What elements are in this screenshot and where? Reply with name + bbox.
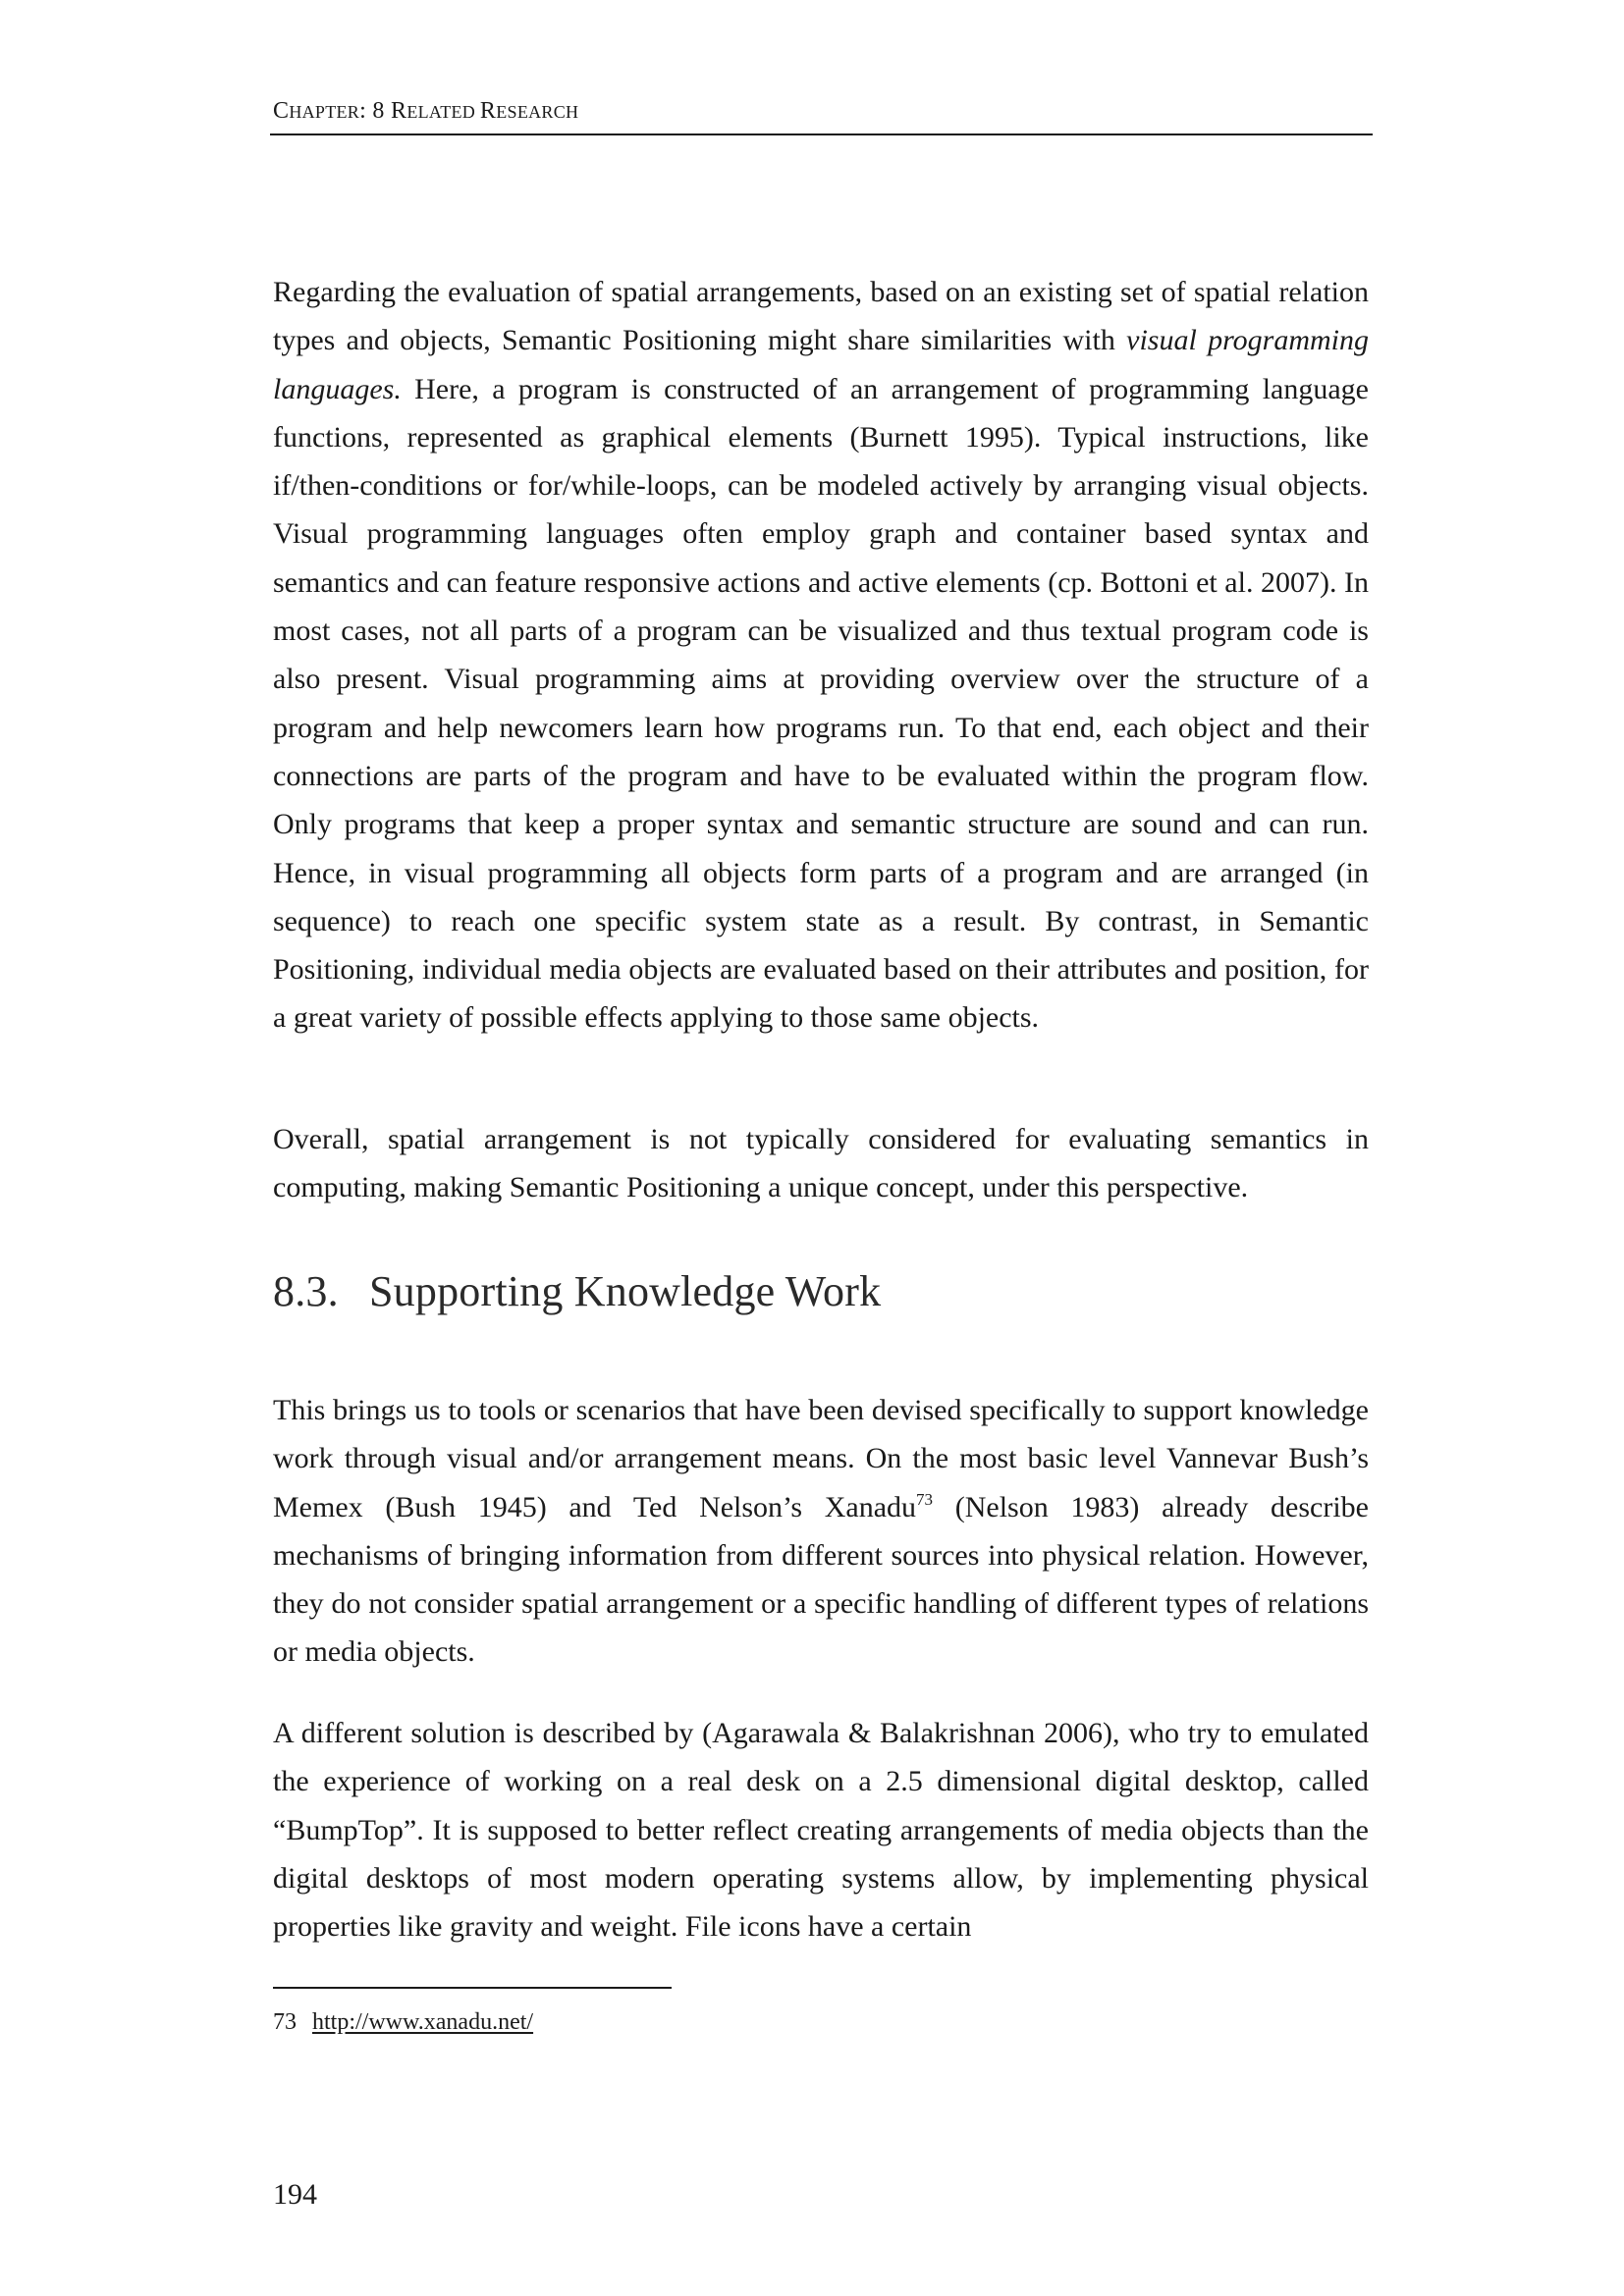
running-head-research-cap: R [479,98,497,124]
section-number: 8.3. [273,1267,339,1315]
section-heading [273,1264,881,1319]
paragraph-3-text-a: This brings us to tools or scenarios that have been devised specifically to support knowledge work through visual and/or arrangement means. On the most basic level Vannevar Bush’s Memex (Bush 1945) and Ted Nelson’s Xanadu [273,1394,1369,1523]
paragraph-4-text: A different solution is described by (Agarawala & Balakrishnan 2006), who try to emulated the experience of working on a real desk on a 2.5 dimensional digital desktop, called “BumpTop”. It is supposed to better reflect creating arrangements of media objects than the digital desktops of most modern operating systems allow, by implementing physical properties like gravity and weight. File icons have a certain [273,1717,1369,1944]
paragraph-1-text-b: Here, a program is constructed of an arrangement of programming language functions, represented as graphical elements (Burnett 1995). Typical instructions, like if/then-conditions or for/while-loops, can be modeled actively by arranging visual objects. Visual programming languages often employ graph and container based syntax and semantics and can feature responsive actions and active elements (cp. Bottoni et al. 2007). In most cases, not all parts of a program can be visualized and thus textual program code is also present. Visual programming aims at providing overview over the structure of a program and help newcomers learn how programs run. To that end, each object and their connections are parts of the program and have to be evaluated within the program flow. Only programs that keep a proper syntax and semantic structure are sound and can run. Hence, in visual programming all objects form parts of a program and are arranged (in sequence) to reach one specific system state as a result. By contrast, in Semantic Positioning, individual media objects are evaluated based on their attributes and position, for a great variety of possible effects applying to those same objects. [273,372,1369,1035]
footnote-rule [273,1987,672,1989]
running-head-related-rest: ELATED [406,102,480,122]
paragraph-knowledge-tools [273,1386,1369,1677]
footnote-link[interactable]: http://www.xanadu.net/ [312,2009,534,2035]
paragraph-1-text-a: Regarding the evaluation of spatial arrangements, based on an existing set of spatial relation types and objects, Semantic Positioning might share similarities with [273,276,1369,357]
page-number: 194 [273,2178,317,2211]
running-head-chapter-rest: HAPTER [289,102,360,122]
running-head-research-rest: ESEARCH [496,102,579,122]
paragraph-bumptop [273,1709,1369,1950]
running-head-chapter-cap: C [273,98,290,124]
footnote-reference[interactable]: 73 [916,1489,934,1509]
footnote [273,2006,533,2038]
paragraph-2-text: Overall, spatial arrangement is not typically considered for evaluating semantics in computing, making Semantic Positioning a unique concept, under this perspective. [273,1123,1369,1204]
section-title: Supporting Knowledge Work [369,1267,882,1315]
header-rule [270,133,1373,135]
paragraph-overall [273,1115,1369,1212]
paragraph-1-emphasis: visual programming languages. [273,324,1370,405]
paragraph-3-text-b: (Nelson 1983) already describe mechanisms of bringing information from different sources into physical relation. However, they do not consider spatial arrangement or a specific handling of different types of relations or media objects. [273,1490,1369,1669]
paragraph-visual-programming [273,268,1369,1042]
running-head-separator: : 8 [359,98,391,124]
running-head [273,96,1371,127]
running-head-related-cap: R [391,98,407,124]
footnote-number: 73 [273,2009,297,2035]
